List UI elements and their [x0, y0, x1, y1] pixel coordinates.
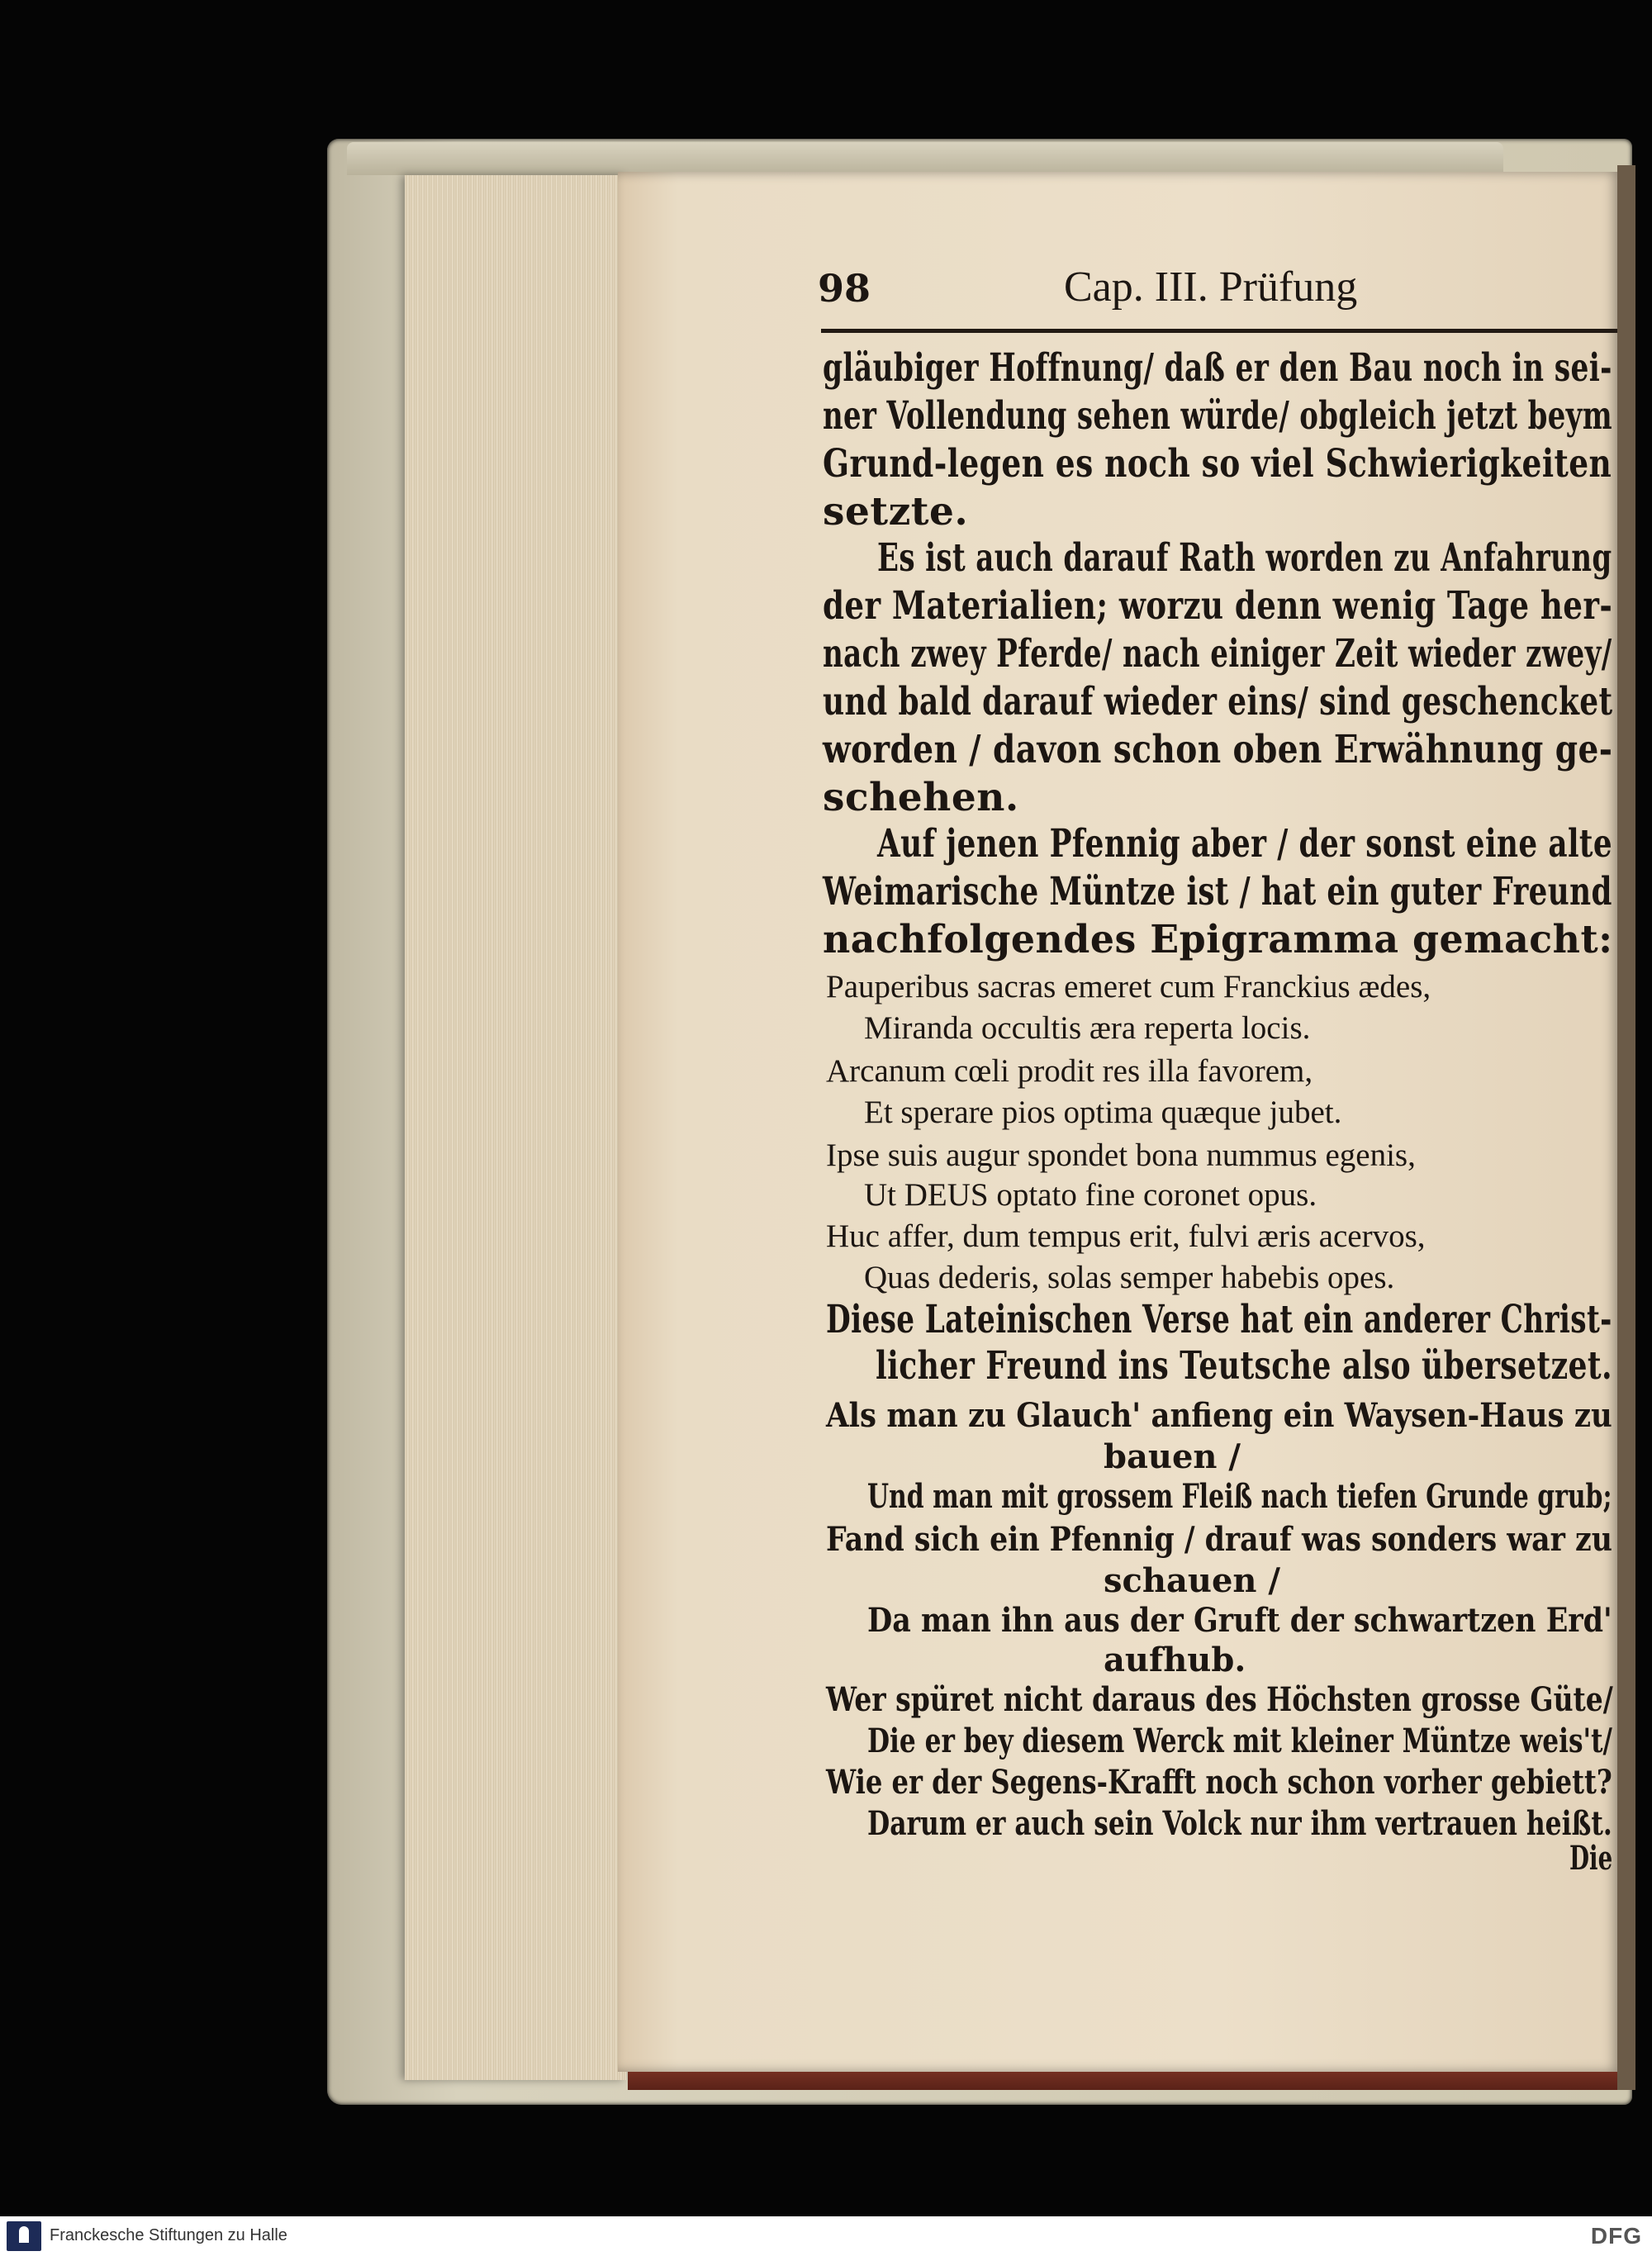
german-verse-line: Da man ihn aus der Gruft der schwartzen Erd' [867, 1601, 1612, 1640]
body-line: Auf jenen Pfennig aber / der sonst eine alte [877, 821, 1613, 867]
body-line: schehen. [823, 775, 1019, 820]
latin-verse-line: Ipse suis augur spondet bona nummus egenis, [826, 1137, 1416, 1173]
body-line: nach zwey Pferde/ nach einiger Zeit wieder zwey/ [823, 631, 1612, 677]
german-verse-line: aufhub. [1104, 1641, 1246, 1679]
catchword: Die [1569, 1839, 1613, 1878]
institution-name: Franckesche Stiftungen zu Halle [50, 2226, 287, 2244]
body-line: Es ist auch darauf Rath worden zu Anfahrung [877, 535, 1612, 581]
body-line: Grund-legen es noch so viel Schwierigkeiten [823, 441, 1612, 487]
header-rule [821, 329, 1617, 333]
running-title: Cap. III. Prüfung [1064, 264, 1358, 311]
german-verse-line: bauen / [1104, 1437, 1241, 1476]
transition-line: Diese Lateinischen Verse hat ein anderer Christ- [826, 1297, 1612, 1342]
latin-verse-line: Miranda occultis æra reperta locis. [864, 1010, 1311, 1046]
body-line: gläubiger Hoffnung/ daß er den Bau noch in sei- [823, 345, 1612, 391]
transition-line: licher Freund ins Teutsche also übersetzet. [876, 1343, 1613, 1389]
latin-verse-line: Et sperare pios optima quæque jubet. [864, 1095, 1342, 1130]
german-verse-line: Wer spüret nicht daraus des Höchsten grosse Güte/ [826, 1680, 1613, 1719]
body-line: Weimarische Müntze ist / hat ein guter Freund [823, 869, 1612, 914]
german-verse-line: Als man zu Glauch' anfieng ein Waysen-Haus zu [826, 1396, 1612, 1435]
german-verse-line: schauen / [1104, 1561, 1281, 1600]
latin-verse-line: Arcanum cœli prodit res illa favorem, [826, 1053, 1313, 1089]
german-verse-line: Wie er der Segens-Krafft noch schon vorher gebiett? [826, 1763, 1612, 1802]
latin-verse-line: Ut DEUS optato fine coronet opus. [864, 1177, 1317, 1213]
body-line: der Materialien; worzu denn wenig Tage her- [823, 583, 1613, 629]
body-line: worden / davon schon oben Erwähnung ge- [823, 727, 1613, 772]
german-verse-line: Fand sich ein Pfennig / drauf was sonders war zu [826, 1520, 1612, 1559]
footer-bar [0, 2216, 1652, 2256]
latin-verse-line: Pauperibus sacras emeret cum Franckius ædes, [826, 969, 1431, 1005]
body-line: ner Vollendung sehen würde/ obgleich jetzt beym [823, 393, 1613, 439]
german-verse-line: Die er bey diesem Werck mit kleiner Müntze weis't/ [867, 1722, 1612, 1760]
german-verse-line: Darum er auch sein Volck nur ihm vertrauen heißt. [867, 1804, 1612, 1843]
latin-verse-line: Quas dederis, solas semper habebis opes. [864, 1260, 1395, 1295]
institution-logo-icon [7, 2221, 41, 2251]
dfg-logo: DFG [1590, 2223, 1642, 2249]
body-line: nachfolgendes Epigramma gemacht: [823, 917, 1613, 962]
latin-verse-line: Huc affer, dum tempus erit, fulvi æris acervos, [826, 1218, 1426, 1254]
body-line: und bald darauf wieder eins/ sind geschencket [823, 679, 1613, 724]
german-verse-line: Und man mit grossem Fleiß nach tiefen Grunde grub; [867, 1477, 1612, 1516]
body-line: setzte. [823, 489, 969, 534]
page-number: 98 [818, 266, 871, 311]
